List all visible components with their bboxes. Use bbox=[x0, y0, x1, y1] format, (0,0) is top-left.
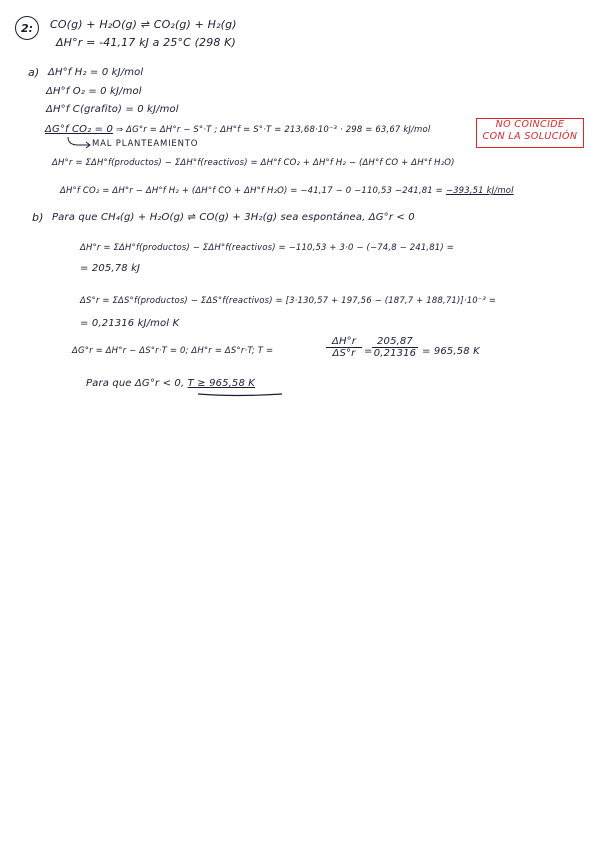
conclusion-prefix: Para que ΔG°r < 0, bbox=[86, 378, 185, 389]
wrong-calculation: ⇒ ΔG°r = ΔH°r − S°·T ; ΔH°f = S°·T = 213,68·10⁻³ · 298 = 63,67 kJ/mol bbox=[116, 125, 431, 135]
co2-formation-prefix: ΔH°f CO₂ = ΔH°r − ΔH°f H₂ + (ΔH°f CO + ΔH°f H₂O) = −41,17 − 0 −110,53 −241,81 = bbox=[60, 186, 443, 196]
dh-result: = 205,78 kJ bbox=[80, 263, 141, 274]
dh-calculation: ΔH°r = ΣΔH°f(productos) − ΣΔH°f(reactivos) = −110,53 + 3·0 − (−74,8 − 241,81) = bbox=[80, 243, 454, 253]
conclusion-underline bbox=[196, 388, 288, 400]
wrong-assumption: ΔG°f CO₂ = 0 bbox=[45, 124, 114, 135]
part-a-line-h2: ΔH°f H₂ = 0 kJ/mol bbox=[48, 67, 144, 78]
mal-planteamiento: MAL PLANTEAMIENTO bbox=[92, 139, 199, 149]
problem-number: 2: bbox=[15, 16, 39, 40]
correction-arrow-icon bbox=[64, 136, 94, 150]
part-b-question: Para que CH₄(g) + H₂O(g) ⇌ CO(g) + 3H₂(g) sea espontánea, ΔG°r < 0 bbox=[52, 212, 415, 223]
fraction-numeric-den: 0,21316 bbox=[373, 348, 417, 359]
reaction-equation: CO(g) + H₂O(g) ⇌ CO₂(g) + H₂(g) bbox=[50, 18, 237, 31]
hess-law-line: ΔH°r = ΣΔH°f(productos) − ΣΔH°f(reactivos) = ΔH°f CO₂ + ΔH°f H₂ − (ΔH°f CO + ΔH°f H₂O) bbox=[52, 158, 455, 168]
part-a-line-o2: ΔH°f O₂ = 0 kJ/mol bbox=[46, 86, 142, 97]
fraction-numeric bbox=[372, 336, 418, 359]
fraction-symbolic-num: ΔH°r bbox=[326, 336, 362, 348]
conclusion-value: T ≥ 965,58 K bbox=[187, 378, 255, 389]
temperature-result: = 965,58 K bbox=[422, 346, 480, 357]
part-b-label: b) bbox=[32, 211, 44, 224]
fraction-symbolic-den: ΔS°r bbox=[332, 348, 356, 359]
ds-calculation: ΔS°r = ΣΔS°f(productos) − ΣΔS°f(reactivos) = [3·130,57 + 197,56 − (187,7 + 188,71)]·10⁻³ = bbox=[80, 296, 497, 306]
note-line-2: CON LA SOLUCIÓN bbox=[482, 131, 578, 142]
correction-note bbox=[476, 118, 584, 148]
fraction-numeric-num: 205,87 bbox=[372, 336, 418, 348]
ds-result: = 0,21316 kJ/mol K bbox=[80, 318, 180, 329]
part-a-label: a) bbox=[28, 66, 40, 79]
reaction-enthalpy: ΔH°r = -41,17 kJ a 25°C (298 K) bbox=[56, 36, 236, 49]
note-line-1: NO COINCIDE bbox=[495, 119, 565, 130]
co2-formation-result: −393,51 kJ/mol bbox=[445, 186, 514, 196]
fraction-symbolic bbox=[326, 336, 362, 359]
dg-condition: ΔG°r = ΔH°r − ΔS°r·T = 0; ΔH°r = ΔS°r·T; T = bbox=[72, 346, 274, 356]
part-a-line-grafito: ΔH°f C(grafito) = 0 kJ/mol bbox=[46, 104, 179, 115]
equals-sign: = bbox=[364, 346, 373, 357]
co2-formation-line bbox=[60, 186, 514, 196]
